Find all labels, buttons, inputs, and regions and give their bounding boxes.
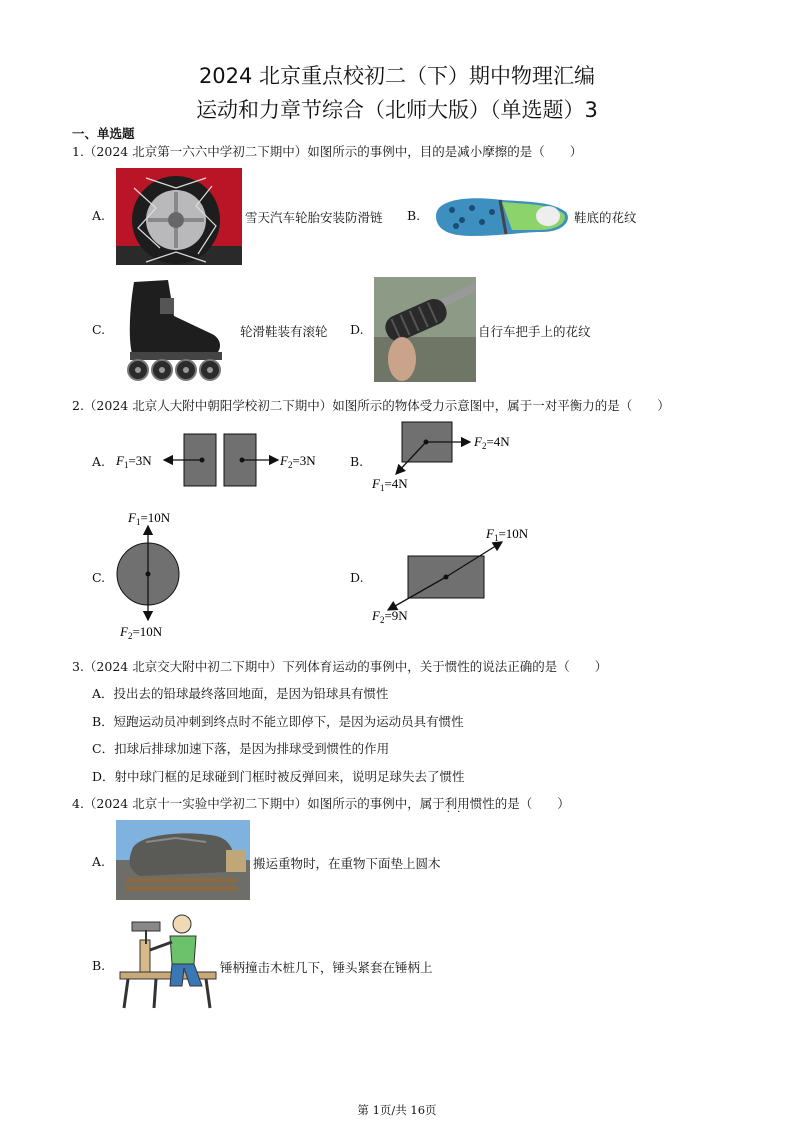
q2a-f2: F [280, 453, 288, 468]
q1-option-a-label: A. [92, 208, 106, 223]
q2a-f1: F [116, 453, 124, 468]
q4-image-hammer [116, 910, 218, 1010]
svg-text:F2=3N: $F_2=3N$ [280, 453, 316, 470]
q3-option-c: C．扣球后排球加速下落，是因为排球受到惯性的作用 [92, 741, 390, 756]
q1-image-bike-grip [374, 277, 476, 382]
q3-option-b: B．短跑运动员冲刺到终点时不能立即停下，是因为运动员具有惯性 [92, 714, 464, 729]
doc-title-line1: 2024 北京重点校初二（下）期中物理汇编 [198, 64, 596, 88]
q2-diagram-a [112, 428, 342, 490]
q2-option-c-label: C. [92, 570, 106, 585]
q2-option-b-label: B. [350, 454, 364, 469]
q4-option-a-label: A. [92, 854, 106, 869]
page-footer: 第 1页/共 16页 [357, 1103, 437, 1117]
svg-text:F1=3N: $F_1=3N$ [116, 453, 152, 470]
question-2-stem: 2.（2024 北京人大附中朝阳学校初二下期中）如图所示的物体受力示意图中，属于一对平衡力的是（ ） [72, 398, 670, 413]
q1-image-shoe-sole [432, 192, 572, 240]
q3-option-a: A．投出去的铅球最终落回地面，是因为铅球具有惯性 [92, 686, 389, 701]
q1-option-b-label: B. [407, 208, 421, 223]
q1-option-c-text: 轮滑鞋装有滚轮 [240, 324, 328, 339]
q2-diagram-c [112, 504, 212, 642]
question-4-stem: 4.（2024 北京十一实验中学初二下期中）如图所示的事例中，属于利用 · ·惯性的是（ ） [72, 794, 570, 812]
q1-image-roller-skate [120, 276, 228, 382]
section-heading: 一、单选题 [72, 126, 135, 141]
q2-option-a-label: A. [92, 454, 106, 469]
q3-option-d: D．射中球门框的足球碰到门框时被反弹回来，说明足球失去了惯性 [92, 769, 465, 784]
svg-text:F1=10N: $F_1=10N$ [128, 510, 171, 527]
svg-text:F2=9N: $F_2=9N$ [372, 608, 408, 624]
q4-option-b-text: 锤柄撞击木桩几下，锤头紧套在锤柄上 [220, 960, 433, 975]
doc-title-line2: 运动和力章节综合（北师大版）（单选题）3 [196, 98, 598, 122]
q2-diagram-d [366, 522, 556, 624]
svg-text:F2=4N: $F_2=4N$ [474, 434, 510, 451]
q1-option-b-text: 鞋底的花纹 [574, 210, 637, 225]
q1-option-a-text: 雪天汽车轮胎安装防滑链 [245, 210, 383, 225]
q4-option-b-label: B. [92, 958, 106, 973]
svg-text:F2=10N: $F_2=10N$ [120, 624, 163, 641]
question-1-stem: 1.（2024 北京第一六六中学初二下期中）如图所示的事例中，目的是减小摩擦的是（ ） [72, 144, 583, 159]
q2-option-d-label: D. [350, 570, 364, 585]
q1-option-d-label: D. [350, 322, 364, 337]
q4-emphasis: 利用 · · [445, 796, 470, 811]
svg-text:F1=10N: $F_1=10N$ [486, 526, 529, 543]
q1-image-tire-chain [116, 168, 242, 265]
q1-option-d-text: 自行车把手上的花纹 [478, 324, 591, 339]
svg-text:F1=4N: $F_1=4N$ [372, 476, 408, 493]
q2-diagram-b [366, 418, 546, 496]
q4-image-rollers [116, 820, 250, 900]
q1-option-c-label: C. [92, 322, 106, 337]
q4-option-a-text: 搬运重物时，在重物下面垫上圆木 [253, 856, 441, 871]
question-3-stem: 3.（2024 北京交大附中初二下期中）下列体育运动的事例中，关于惯性的说法正确的是（ ） [72, 659, 608, 674]
